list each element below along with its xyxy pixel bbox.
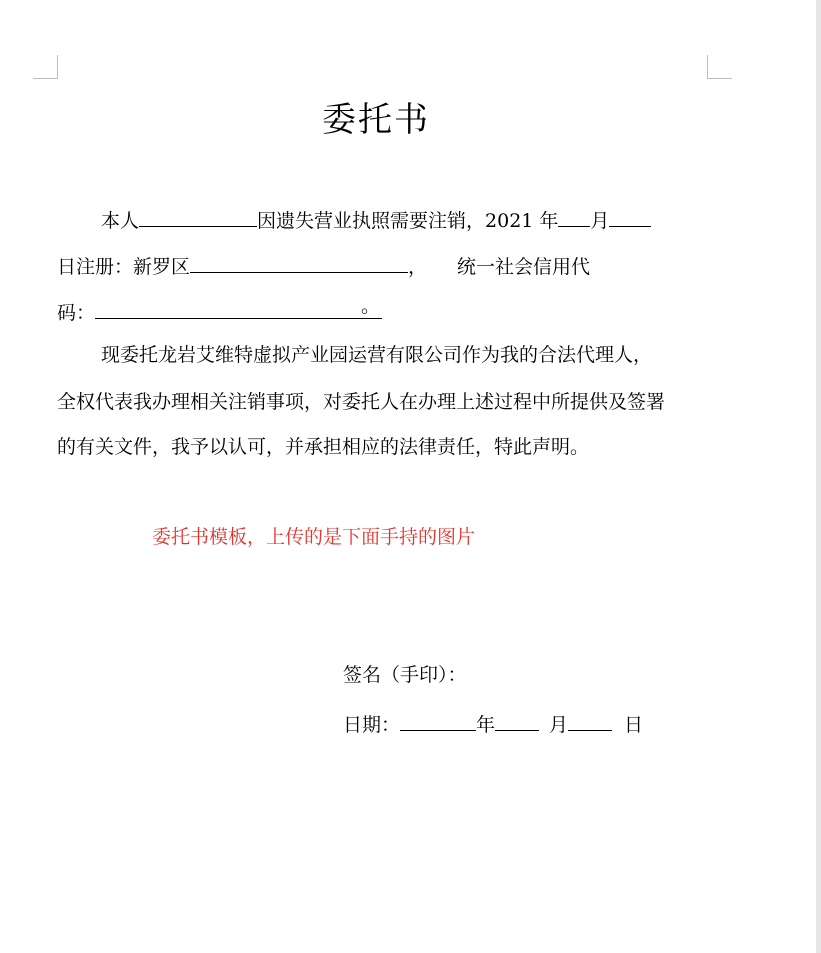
date-day: 日 <box>624 714 644 736</box>
para1-line3-prefix: 码： <box>57 302 96 324</box>
month-blank[interactable] <box>558 206 590 227</box>
day-blank[interactable] <box>609 206 651 227</box>
date-year: 年 <box>476 714 496 736</box>
para1-line3 <box>57 295 382 325</box>
date-label: 日期： <box>343 714 401 736</box>
crop-mark-top-right <box>708 78 732 79</box>
date-day-blank[interactable] <box>568 710 612 731</box>
name-blank[interactable] <box>139 206 257 227</box>
credit-code-blank[interactable] <box>95 295 382 319</box>
para1-line2 <box>57 252 590 279</box>
date-year-blank[interactable] <box>400 710 476 731</box>
date-month-blank[interactable] <box>495 710 539 731</box>
signature-label: 签名（手印）： <box>343 664 467 686</box>
para1-line2-suffix: 统一社会信用代 <box>457 256 591 278</box>
para1-line2-comma: ， <box>408 256 428 278</box>
para2-line3: 的有关文件，我予以认可，并承担相应的法律责任，特此声明。 <box>57 436 590 458</box>
para1-line2-prefix: 日注册：新罗区 <box>57 256 191 278</box>
para2-line2: 全权代表我办理相关注销事项，对委托人在办理上述过程中所提供及签署 <box>57 391 666 413</box>
crop-mark-top-left <box>33 78 57 79</box>
page-right-edge <box>816 0 821 953</box>
crop-mark-top-left-vertical <box>57 55 58 79</box>
para1-line1 <box>101 206 651 233</box>
address-blank[interactable] <box>190 252 408 273</box>
template-note: 委托书模板，上传的是下面手持的图片 <box>152 526 476 548</box>
para1-month: 月 <box>590 210 610 232</box>
date-month: 月 <box>549 714 569 736</box>
para1-middle: 因遗失营业执照需要注销，2021 年 <box>257 210 559 232</box>
crop-mark-top-right-vertical <box>707 55 708 79</box>
date-line <box>343 710 643 737</box>
para2-line1: 现委托龙岩艾维特虚拟产业园运营有限公司作为我的合法代理人， <box>101 344 653 366</box>
para1-prefix: 本人 <box>101 210 140 232</box>
para1-line3-period: 。 <box>361 295 381 317</box>
document-title: 委托书 <box>322 100 430 140</box>
